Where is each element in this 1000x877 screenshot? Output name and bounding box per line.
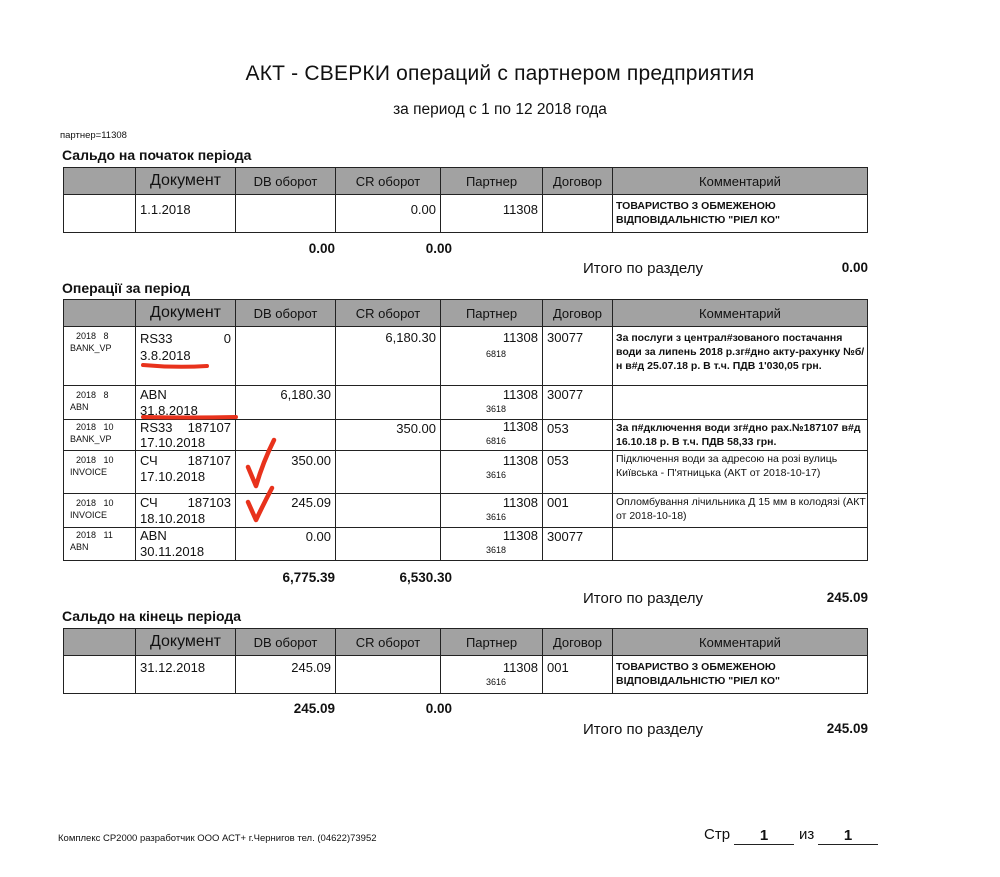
operations-total-cr: 6,530.30 [399, 570, 452, 585]
row-partner: 11308 6816 [486, 419, 538, 446]
row-document: RS33 187107 17.10.2018 [140, 420, 231, 450]
row-db [236, 420, 335, 421]
col-partner: Партнер [441, 300, 543, 327]
col-blank [64, 300, 136, 327]
operations-itogo-label: Итого по разделу [583, 590, 704, 607]
row-document: СЧ 187107 17.10.2018 [140, 453, 231, 484]
col-document: Документ [136, 168, 236, 195]
row-db: 350.00 [291, 453, 331, 468]
table-row [64, 195, 868, 233]
row-cr [336, 528, 440, 529]
table-row [64, 451, 868, 494]
partner-code: партнер=11308 [60, 130, 127, 141]
closing-heading: Сальдо на кінець періода [62, 608, 241, 624]
opening-heading: Сальдо на початок періода [62, 147, 252, 163]
row-comment [613, 528, 867, 529]
row-period: 2018 8 BANK_VP [70, 331, 112, 353]
row-partner: 11308 3618 [486, 387, 538, 414]
row-contract: 30077 [547, 330, 584, 345]
table-row [64, 494, 868, 528]
closing-cr [336, 656, 440, 660]
opening-table [63, 167, 868, 233]
opening-itogo-label: Итого по разделу [583, 260, 704, 277]
col-contract: Договор [543, 300, 613, 327]
row-cr: 6,180.30 [385, 330, 436, 345]
operations-heading: Операції за період [62, 280, 191, 296]
closing-comment: ТОВАРИСТВО З ОБМЕЖЕНОЮ ВІДПОВІДАЛЬНІСТЮ "РІЕЛ КО" [616, 661, 781, 687]
page-number: 1 [734, 827, 794, 845]
row-db [236, 327, 335, 330]
closing-table [63, 628, 868, 694]
opening-total-db: 0.00 [308, 241, 335, 256]
col-comment: Комментарий [613, 300, 868, 327]
col-cr: CR оборот [336, 629, 441, 656]
of-label: из [799, 826, 815, 843]
row-contract: 30077 [547, 529, 584, 544]
row-contract: 053 [547, 421, 569, 436]
closing-total-db: 245.09 [293, 701, 335, 716]
col-blank [64, 629, 136, 656]
row-document: СЧ 187103 18.10.2018 [140, 495, 231, 526]
table-row [64, 327, 868, 386]
page-total: 1 [818, 827, 878, 845]
row-cr [336, 451, 440, 453]
opening-date: 1.1.2018 [140, 202, 191, 217]
page-title: АКТ - СВЕРКИ операций с партнером предприятия [245, 62, 755, 85]
table-row [64, 386, 868, 420]
row-period: 2018 10 INVOICE [70, 455, 114, 477]
opening-total-cr: 0.00 [425, 241, 452, 256]
row-document: ABN 31.8.2018 [140, 387, 198, 418]
row-comment: Підключення води за адресою на розі вулиць Київська - П'ятницька (АКТ от 2018-10-17) [616, 453, 838, 479]
row-cr [336, 494, 440, 495]
closing-date: 31.12.2018 [140, 660, 206, 675]
col-cr: CR оборот [336, 300, 441, 327]
row-period: 2018 8 ABN [70, 390, 109, 412]
operations-table [63, 299, 868, 561]
table-row [64, 656, 868, 694]
col-comment: Комментарий [613, 168, 868, 195]
col-db: DB оборот [236, 300, 336, 327]
closing-contract: 001 [547, 660, 569, 675]
closing-partner: 11308 3616 [486, 660, 538, 687]
row-comment: За послуги з централ#зованого постачання води за липень 2018 р.зг#дно акту-рахунку №б/н в#д 25.07.18 р. В т.ч. ПДВ 1'030,05 грн. [616, 332, 865, 372]
col-document: Документ [136, 300, 236, 327]
table-row [64, 528, 868, 561]
opening-comment: ТОВАРИСТВО З ОБМЕЖЕНОЮ ВІДПОВІДАЛЬНІСТЮ "РІЕЛ КО" [616, 200, 781, 226]
row-contract: 053 [547, 453, 569, 468]
operations-itogo-value: 245.09 [826, 590, 868, 605]
row-partner: 11308 6818 [486, 330, 538, 359]
closing-itogo-value: 245.09 [826, 721, 868, 736]
closing-itogo-label: Итого по разделу [583, 721, 704, 738]
col-partner: Партнер [441, 629, 543, 656]
col-comment: Комментарий [613, 629, 868, 656]
col-blank [64, 168, 136, 195]
row-document: RS33 0 3.8.2018 [140, 331, 231, 363]
period-subtitle: за период с 1 по 12 2018 года [393, 101, 607, 118]
row-db: 245.09 [291, 495, 331, 510]
opening-partner: 11308 [502, 202, 538, 217]
row-contract: 001 [547, 495, 569, 510]
closing-total-cr: 0.00 [425, 701, 452, 716]
row-db: 6,180.30 [280, 387, 331, 402]
col-contract: Договор [543, 629, 613, 656]
row-partner: 11308 3616 [486, 495, 538, 522]
row-document: ABN 30.11.2018 [140, 528, 205, 559]
closing-db: 245.09 [291, 660, 331, 675]
row-period: 2018 10 INVOICE [70, 498, 114, 520]
row-comment: За п#дключення води зг#дно рах.№187107 в#д 16.10.18 р. В т.ч. ПДВ 58,33 грн. [616, 422, 861, 448]
row-partner: 11308 3618 [486, 528, 538, 555]
col-document: Документ [136, 629, 236, 656]
col-db: DB оборот [236, 629, 336, 656]
row-partner: 11308 3616 [486, 453, 538, 480]
row-contract: 30077 [547, 387, 584, 402]
row-cr: 350.00 [396, 421, 436, 436]
opening-itogo-value: 0.00 [841, 260, 868, 275]
row-period: 2018 11 ABN [70, 530, 113, 552]
row-cr [336, 386, 440, 387]
operations-total-db: 6,775.39 [282, 570, 335, 585]
col-db: DB оборот [236, 168, 336, 195]
table-row [64, 420, 868, 451]
col-contract: Договор [543, 168, 613, 195]
row-period: 2018 10 BANK_VP [70, 422, 114, 444]
row-db: 0.00 [305, 529, 331, 544]
col-cr: CR оборот [336, 168, 441, 195]
row-comment [613, 386, 867, 387]
row-comment: Опломбування лічильника Д 15 мм в колодязі (АКТ от 2018-10-18) [616, 496, 866, 522]
page-label: Стр [704, 826, 731, 843]
opening-cr: 0.00 [410, 202, 436, 217]
opening-db [236, 195, 335, 202]
col-partner: Партнер [441, 168, 543, 195]
footer-text: Комплекс CP2000 разработчик ООО АСТ+ г.Чернигов тел. (04622)73952 [58, 833, 377, 844]
